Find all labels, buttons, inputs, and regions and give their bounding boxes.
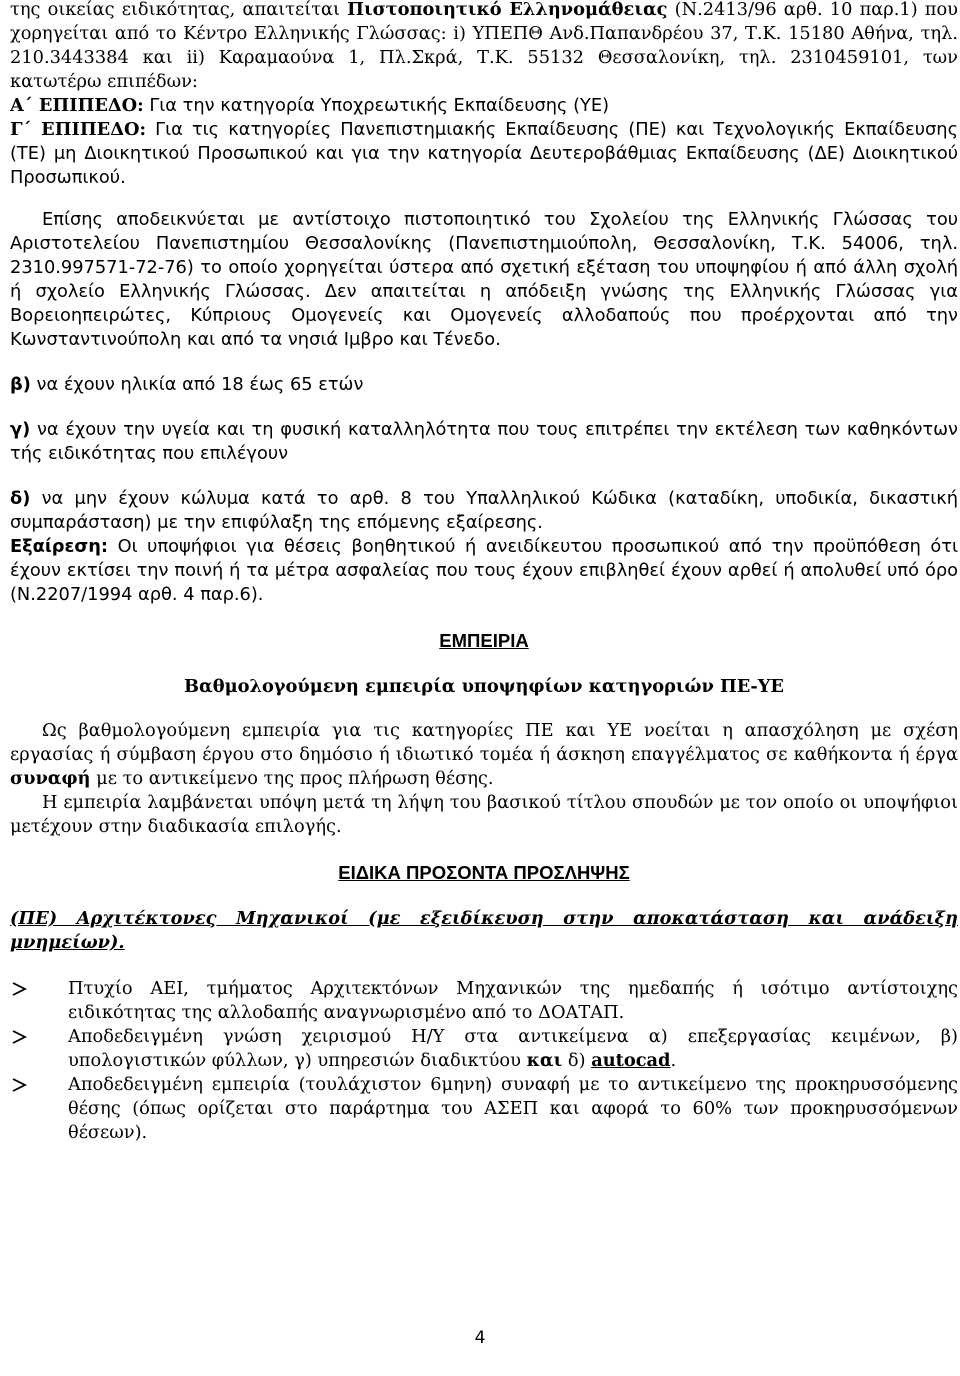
- condition-delta: δ) να μην έχουν κώλυμα κατά το αρθ. 8 του Υπαλληλικού Κώδικα (καταδίκη, υποδικία, δικαστική συμπαράσταση) με την επιφύλαξη της επόμενης εξαίρεσης.: [10, 488, 958, 533]
- level-g: Γ΄ ΕΠΙΠΕΔΟ: Για τις κατηγορίες Πανεπιστημιακής Εκπαίδευσης (ΠΕ) και Τεχνολογικής Εκπαίδευσης (ΤΕ) μη Διοικητικού Προσωπικού και για την κατηγορία Δευτεροβάθμιας Εκπαίδευσης (ΔΕ) Διοικητικού Προσωπικού.: [10, 119, 959, 188]
- level-a: Α΄ ΕΠΙΠΕΔΟ: Για την κατηγορία Υποχρεωτικής Εκπαίδευσης (ΥΕ): [10, 95, 610, 116]
- heading-special-qualifications: ΕΙΔΙΚΑ ΠΡΟΣΟΝΤΑ ΠΡΟΣΛΗΨΗΣ: [338, 862, 630, 883]
- list-item: Πτυχίο ΑΕΙ, τμήματος Αρχιτεκτόνων Μηχανικών της ημεδαπής ή ισότιμο αντίστοιχης ειδικότητας της αλλοδαπής αναγνωρισμένο από το ΔΟΑΤΑΠ.: [10, 977, 958, 1025]
- arrow-bullet-icon: [10, 1025, 30, 1049]
- heading-scored-experience: Βαθμολογούμενη εμπειρία υποψηφίων κατηγοριών ΠΕ-ΥΕ: [184, 676, 784, 697]
- related-emphasis: συναφή: [10, 768, 91, 789]
- category-architects: (ΠΕ) Αρχιτέκτονες Μηχανικοί (με εξειδίκευση στην αποκατάσταση και ανάδειξη μνημείων).: [10, 908, 958, 953]
- paragraph-experience-timing: Η εμπειρία λαμβάνεται υπόψη μετά τη λήψη του βασικού τίτλου σπουδών με τον οποίο οι υποψήφιοι μετέχουν στην διαδικασία επιλογής.: [10, 792, 958, 837]
- requirements-list: [10, 977, 958, 1145]
- exception-label: Εξαίρεση:: [10, 536, 109, 557]
- page-number: 4: [474, 1328, 486, 1348]
- condition-gamma: γ) να έχουν την υγεία και τη φυσική καταλληλότητα που τους επιτρέπει την εκτέλεση των καθηκόντων τής ειδικότητας που επιλέγουν: [10, 419, 958, 464]
- arrow-bullet-icon: [10, 1073, 30, 1097]
- heading-experience: ΕΜΠΕΙΡΙΑ: [439, 630, 529, 651]
- level-a-label: Α΄ ΕΠΙΠΕΔΟ:: [10, 95, 144, 116]
- autocad-emphasis: autocad: [591, 1050, 671, 1071]
- condition-beta: β) να έχουν ηλικία από 18 έως 65 ετών: [10, 374, 364, 395]
- paragraph-school-certificate: Επίσης αποδεικνύεται με αντίστοιχο πιστοποιητικό του Σχολείου της Ελληνικής Γλώσσας του Αριστοτελείου Πανεπιστημίου Θεσσαλονίκης (Πανεπιστημιούπολη, Θεσσαλονίκη, Τ.Κ. 54006, τηλ. 2310.997571-72-76) το οποίο χορηγείται ύστερα από σχετική εξέταση του υποψηφίου ή από άλλη σχολή ή σχολείο Ελληνικής Γλώσσας. Δεν απαιτείται η απόδειξη γνώσης της Ελληνικής Γλώσσας για Βορειοηπειρώτες, Κύπριους Ομογενείς και Ομογενείς αλλοδαπούς που προέρχονται από την Κωνσταντινούπολη και από τα νησιά Ιμβρο και Τένεδο.: [10, 209, 958, 350]
- level-g-label: Γ΄ ΕΠΙΠΕΔΟ:: [10, 119, 147, 140]
- exception-paragraph: Εξαίρεση: Οι υποψήφιοι για θέσεις βοηθητικού ή ανειδίκευτου προσωπικού από την προϋπόθεση ότι έχουν εκτίσει την ποινή ή τα μέτρα ασφαλείας που τους έχουν επιβληθεί έχουν αρθεί ή απολυθεί υπό όρο (Ν.2207/1994 αρθ. 4 παρ.6).: [10, 536, 958, 605]
- paragraph-greek-certificate: της οικείας ειδικότητας, απαιτείται Πιστοποιητικό Ελληνομάθειας (Ν.2413/96 αρθ. 10 παρ.1) που χορηγείται από το Κέντρο Ελληνικής Γλώσσας: i) ΥΠΕΠΘ Ανδ.Παπανδρέου 37, Τ.Κ. 15180 Αθήνα, τηλ. 210.3443384 και ii) Καραμαούνα 1, Πλ.Σκρά, Τ.Κ. 55132 Θεσσαλονίκη, τηλ. 2310459101, των κατωτέρω επιπέδων:: [10, 0, 958, 92]
- document-page: [10, 0, 958, 1145]
- list-item: Αποδεδειγμένη εμπειρία (τουλάχιστον 6μηνη) συναφή με το αντικείμενο της προκηρυσσόμενης θέσης (όπως ορίζεται στο παράρτημα του ΑΣΕΠ και αφορά το 60% των προκηρυσσόμενων θέσεων).: [10, 1073, 958, 1145]
- certificate-name: Πιστοποιητικό Ελληνομάθειας: [347, 0, 668, 20]
- list-item: Αποδεδειγμένη γνώση χειρισμού Η/Υ στα αντικείμενα α) επεξεργασίας κειμένων, β) υπολογιστικών φύλλων, γ) υπηρεσιών διαδικτύου και δ) autocad.: [10, 1025, 958, 1073]
- arrow-bullet-icon: [10, 977, 30, 1001]
- paragraph-experience-definition: Ως βαθμολογούμενη εμπειρία για τις κατηγορίες ΠΕ και ΥΕ νοείται η απασχόληση με σχέση εργασίας ή σύμβαση έργου στο δημόσιο ή ιδιωτικό τομέα ή άσκηση επαγγέλματος σε καθήκοντα ή έργα συναφή με το αντικείμενο της προς πλήρωση θέσης.: [10, 720, 958, 789]
